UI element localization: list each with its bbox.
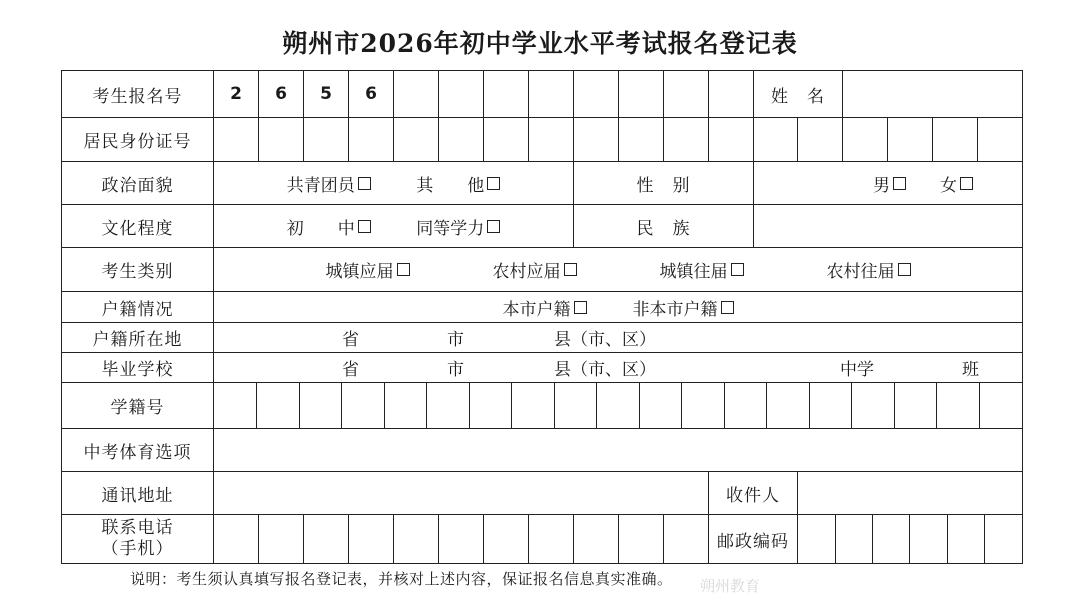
id-no-cell[interactable] [349,118,394,162]
exam-no-digit[interactable]: 6 [349,71,394,118]
student-no-cell[interactable] [724,383,767,428]
postcode-cell[interactable] [985,515,1022,563]
hukou-place-label: 户籍所在地 [62,323,214,353]
postcode-cell[interactable] [873,515,910,563]
exam-no-cell[interactable] [394,71,439,118]
politics-options [214,162,574,205]
row-address [62,472,1023,515]
student-no-cell[interactable] [979,383,1022,428]
checkbox-icon[interactable] [574,301,587,314]
category-option[interactable]: 农村往届 [827,257,911,282]
student-no-cell[interactable] [469,383,512,428]
phone-cell[interactable] [483,515,528,563]
checkbox-icon[interactable] [487,177,500,190]
exam-no-cell[interactable] [619,71,664,118]
address-label: 通讯地址 [62,472,214,515]
id-no-cell[interactable] [214,118,259,162]
row-student-no [62,383,1023,429]
phone-cell[interactable] [528,515,573,563]
row-school [62,353,1023,383]
id-no-cell[interactable] [439,118,484,162]
phone-cell[interactable] [663,515,708,563]
exam-no-cell[interactable] [574,71,619,118]
id-no-cell[interactable] [394,118,439,162]
province-text: 省 [342,330,359,350]
phone-boxes [214,515,709,564]
exam-no-digit[interactable]: 6 [259,71,304,118]
id-no-cell[interactable] [933,118,978,162]
hukou-option[interactable]: 本市户籍 [503,295,587,320]
exam-no-digit[interactable]: 5 [304,71,349,118]
student-no-cell[interactable] [767,383,810,428]
student-no-cell[interactable] [384,383,427,428]
hukou-option[interactable]: 非本市户籍 [633,295,734,320]
education-label: 文化程度 [62,205,214,248]
postcode-cell[interactable] [835,515,872,563]
row-exam-no [62,71,1023,118]
id-no-cell[interactable] [574,118,619,162]
postcode-cell[interactable] [798,515,835,563]
phone-label-line2: （手机） [101,539,174,559]
id-no-cell[interactable] [709,118,754,162]
pe-field[interactable] [214,429,1023,472]
row-category [62,248,1023,292]
gender-option[interactable]: 男 [873,171,906,196]
city-text: 市 [447,360,464,380]
phone-label-line1: 联系电话 [101,518,174,538]
row-hukou-place [62,323,1023,353]
exam-no-label: 考生报名号 [62,71,214,118]
id-no-cell[interactable] [754,118,798,162]
recipient-field[interactable] [798,472,1023,515]
checkbox-icon[interactable] [487,220,500,233]
student-no-cell[interactable] [682,383,725,428]
id-no-cell[interactable] [798,118,843,162]
phone-cell[interactable] [259,515,304,563]
category-label: 考生类别 [62,248,214,292]
city-text: 市 [447,330,464,350]
row-hukou-status [62,292,1023,323]
gender-label: 性 别 [574,162,754,205]
row-phone [62,515,1023,564]
student-no-cell[interactable] [512,383,555,428]
politics-label: 政治面貌 [62,162,214,205]
category-option[interactable]: 城镇往届 [660,257,744,282]
education-options [214,205,574,248]
gender-option[interactable]: 女 [940,171,973,196]
postcode-cell[interactable] [910,515,947,563]
hukou-status-label: 户籍情况 [62,292,214,323]
gender-options [754,162,1023,205]
name-field[interactable] [843,71,1023,118]
phone-cell[interactable] [573,515,618,563]
row-education [62,205,1023,248]
exam-no-cell[interactable] [709,71,754,118]
category-option[interactable]: 城镇应届 [326,257,410,282]
county-text: 县（市、区） [554,360,656,380]
student-no-cell[interactable] [342,383,385,428]
checkbox-icon[interactable] [893,177,906,190]
phone-cell[interactable] [304,515,349,563]
student-no-cell[interactable] [554,383,597,428]
hukou-status-options [214,292,1023,323]
form-note: 说明：考生须认真填写报名登记表，并核对上述内容，保证报名信息真实准确。 [130,570,673,588]
phone-cell[interactable] [618,515,663,563]
postcode-cell[interactable] [947,515,984,563]
checkbox-icon[interactable] [731,263,744,276]
education-option[interactable]: 同等学力 [416,214,500,239]
phone-cell[interactable] [394,515,439,563]
exam-no-cell[interactable] [439,71,484,118]
ethnic-field[interactable] [754,205,1023,248]
school-label: 毕业学校 [62,353,214,383]
politics-option[interactable]: 其 他 [416,171,500,196]
id-no-label: 居民身份证号 [62,118,214,162]
province-text: 省 [342,360,359,380]
address-field[interactable] [214,472,709,515]
student-no-cell[interactable] [937,383,980,428]
middle-school-text: 中学 [840,360,874,380]
checkbox-icon[interactable] [898,263,911,276]
name-label: 姓 名 [754,71,843,118]
student-no-cell[interactable] [299,383,342,428]
phone-cell[interactable] [349,515,394,563]
id-no-cell[interactable] [259,118,304,162]
student-no-cell[interactable] [809,383,852,428]
exam-no-digit[interactable]: 2 [214,71,259,118]
student-no-cell[interactable] [852,383,895,428]
student-no-cell[interactable] [639,383,682,428]
recipient-label: 收件人 [709,472,798,515]
postcode-boxes [798,515,1023,564]
form-title: 朔州市2026年初中学业水平考试报名登记表 [282,29,798,58]
id-no-cell[interactable] [529,118,574,162]
checkbox-icon[interactable] [960,177,973,190]
checkbox-icon[interactable] [721,301,734,314]
id-no-cell[interactable] [304,118,349,162]
hukou-place-field[interactable] [214,323,1023,353]
id-no-cell[interactable] [843,118,888,162]
class-text: 班 [962,360,979,380]
id-no-cell[interactable] [484,118,529,162]
id-no-cell[interactable] [888,118,933,162]
id-no-cell[interactable] [619,118,664,162]
watermark-text: 朔州教育 [700,577,761,595]
student-no-cell[interactable] [214,383,257,428]
student-no-label: 学籍号 [62,383,214,429]
id-no-cell[interactable] [978,118,1023,162]
checkbox-icon[interactable] [397,263,410,276]
politics-option[interactable]: 共青团员 [287,171,371,196]
exam-no-cell[interactable] [664,71,709,118]
student-no-cell[interactable] [427,383,470,428]
school-field[interactable] [214,353,1023,383]
education-option[interactable]: 初 中 [287,214,371,239]
checkbox-icon[interactable] [358,177,371,190]
row-id-no [62,118,1023,162]
phone-label [62,515,214,564]
pe-label: 中考体育选项 [62,429,214,472]
student-no-cell[interactable] [894,383,937,428]
checkbox-icon[interactable] [358,220,371,233]
student-no-cell[interactable] [597,383,640,428]
student-no-boxes [214,383,1023,429]
ethnic-label: 民 族 [574,205,754,248]
postcode-label: 邮政编码 [709,515,798,564]
registration-form [61,70,1023,564]
row-politics [62,162,1023,205]
id-no-cell[interactable] [664,118,709,162]
category-option[interactable]: 农村应届 [493,257,577,282]
county-text: 县（市、区） [554,330,656,350]
phone-cell[interactable] [214,515,259,563]
student-no-cell[interactable] [257,383,300,428]
exam-no-cell[interactable] [484,71,529,118]
row-pe [62,429,1023,472]
category-options [214,248,1023,292]
phone-cell[interactable] [439,515,484,563]
checkbox-icon[interactable] [564,263,577,276]
exam-no-cell[interactable] [529,71,574,118]
